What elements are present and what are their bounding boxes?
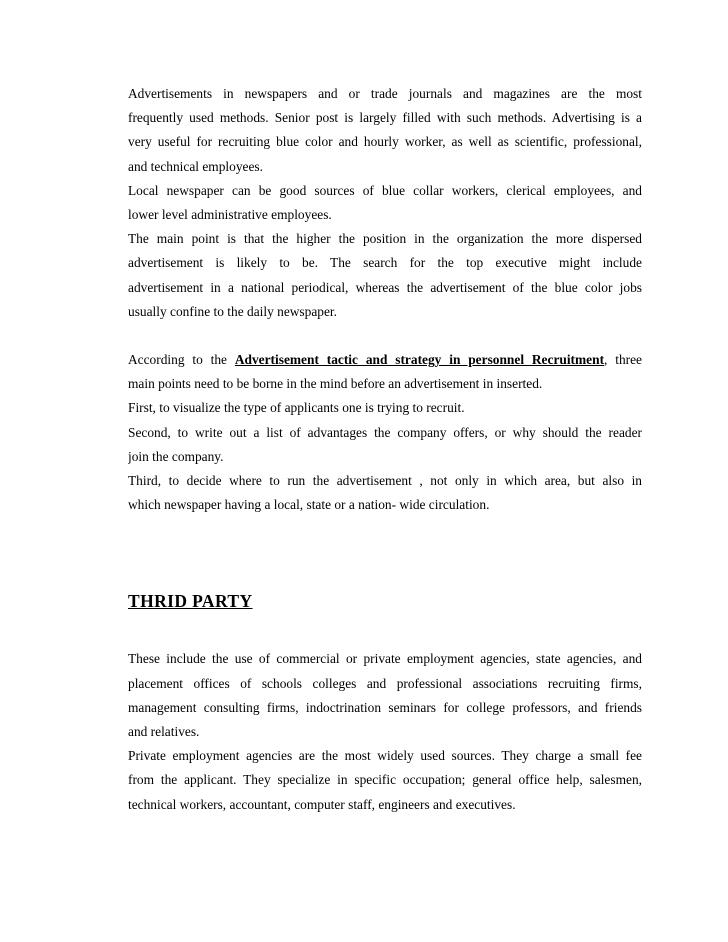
text-line: First, to visualize the type of applicants one is trying to recruit. bbox=[128, 400, 465, 416]
text-line: which newspaper having a local, state or a nation- wide circulation. bbox=[128, 497, 490, 513]
section-heading: THRID PARTY bbox=[128, 591, 253, 612]
text-line: Private employment agencies are the most widely used sources. They charge a small fee bbox=[128, 748, 642, 764]
text-line: usually confine to the daily newspaper. bbox=[128, 303, 337, 319]
text-line: technical workers, accountant, computer staff, engineers and executives. bbox=[128, 796, 516, 812]
text-line: advertisement in a national periodical, whereas the advertisement of the blue color jobs bbox=[128, 279, 642, 295]
paragraph-third-party bbox=[128, 647, 642, 816]
paragraph-advertisements bbox=[128, 82, 642, 324]
text-line: main points need to be borne in the mind before an advertisement in inserted. bbox=[128, 376, 543, 392]
text-line: These include the use of commercial or private employment agencies, state agencies, and bbox=[128, 651, 642, 667]
paragraph-gap bbox=[128, 324, 642, 348]
text-line: Second, to write out a list of advantages the company offers, or why should the reader bbox=[128, 424, 642, 440]
text-line: Local newspaper can be good sources of blue collar workers, clerical employees, and bbox=[128, 182, 642, 198]
text-line: Advertisements in newspapers and or trade journals and magazines are the most bbox=[128, 86, 642, 101]
text-line: placement offices of schools colleges and professional associations recruiting firms, bbox=[128, 675, 642, 691]
text-line: management consulting firms, indoctrination seminars for college professors, and friends bbox=[128, 699, 642, 715]
emphasized-title: Advertisement tactic and strategy in personnel Recruitment bbox=[234, 352, 605, 368]
text-line: from the applicant. They specialize in specific occupation; general office help, salesmen, bbox=[128, 772, 642, 788]
intro-suffix: , three bbox=[604, 352, 642, 368]
text-line: frequently used methods. Senior post is largely filled with such methods. Advertising is a bbox=[128, 110, 642, 126]
text-line: and technical employees. bbox=[128, 158, 263, 174]
intro-prefix: According to the bbox=[128, 352, 235, 368]
section-gap bbox=[128, 517, 642, 589]
document-page bbox=[128, 82, 642, 817]
text-line: join the company. bbox=[128, 448, 224, 464]
text-line: very useful for recruiting blue color and hourly worker, as well as scientific, professional, bbox=[128, 134, 642, 150]
text-line: and relatives. bbox=[128, 723, 200, 739]
text-line-intro bbox=[128, 348, 642, 372]
heading-gap bbox=[128, 613, 642, 647]
text-line: Third, to decide where to run the advertisement , not only in which area, but also in bbox=[128, 473, 642, 488]
paragraph-advertisement-strategy bbox=[128, 348, 642, 517]
text-line: advertisement is likely to be. The search for the top executive might include bbox=[128, 255, 642, 271]
text-line: lower level administrative employees. bbox=[128, 206, 332, 222]
text-line: The main point is that the higher the position in the organization the more dispersed bbox=[128, 231, 642, 247]
